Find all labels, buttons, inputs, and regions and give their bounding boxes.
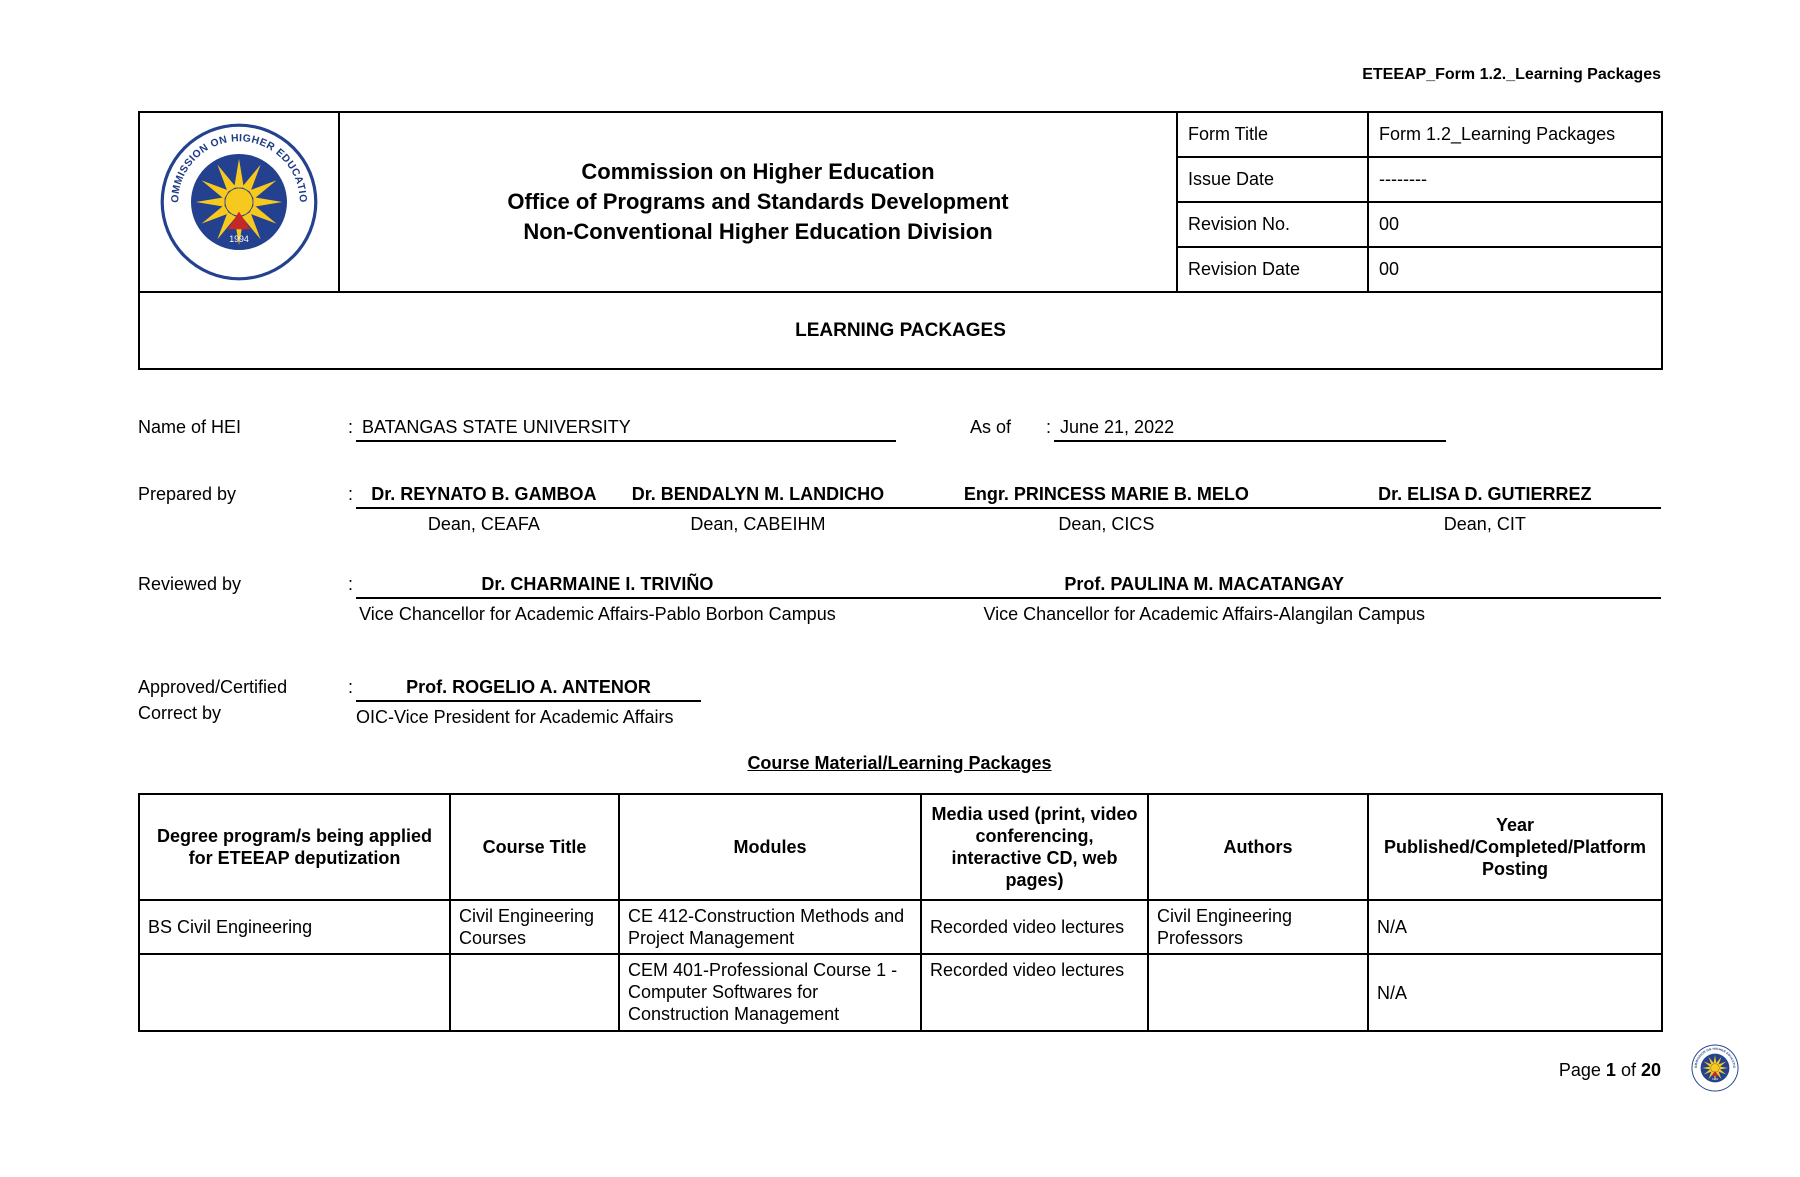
approved-by-title: OIC-Vice President for Academic Affairs: [356, 707, 674, 727]
org-cell: [339, 112, 1177, 292]
revision-date-label: Revision Date: [1177, 247, 1368, 292]
org-name-line-3: Non-Conventional Higher Education Division: [523, 219, 993, 244]
preparer-name: Dr. BENDALYN M. LANDICHO: [631, 484, 885, 504]
reviewer-title: Vice Chancellor for Academic Affairs-Pablo Borbon Campus: [359, 604, 836, 624]
form-title-value: Form 1.2_Learning Packages: [1368, 112, 1662, 157]
section-title: Course Material/Learning Packages: [747, 753, 1052, 773]
cell-media-used: Recorded video lectures: [921, 900, 1148, 954]
course-table-header-row: [139, 794, 1662, 900]
cell-degree-program: BS Civil Engineering: [139, 900, 450, 954]
issue-date-value: --------: [1368, 157, 1662, 202]
cell-course-title: Civil Engineering Courses: [450, 900, 619, 954]
ched-seal-logo: [159, 122, 319, 282]
colon: :: [348, 574, 354, 594]
revision-no-value: 00: [1368, 202, 1662, 247]
column-header-course-title: Course Title: [450, 794, 619, 900]
cell-modules: CEM 401-Professional Course 1 - Computer Softwares for Construction Management: [619, 954, 921, 1031]
reviewed-by-titles-row: [356, 603, 1661, 625]
approved-by-name: Prof. ROGELIO A. ANTENOR: [356, 674, 701, 702]
name-of-hei-label: Name of HEI: [138, 417, 242, 437]
preparer-title: Dean, CIT: [1443, 514, 1526, 534]
reviewed-by-label: Reviewed by: [138, 574, 242, 594]
form-title-label: Form Title: [1177, 112, 1368, 157]
prepared-by-row: [138, 481, 1661, 509]
prepared-by-titles-row: [356, 513, 1661, 535]
approved-by-label-line-2: Correct by: [138, 703, 222, 723]
column-header-modules: Modules: [619, 794, 921, 900]
table-row: [139, 900, 1662, 954]
preparer-title: Dean, CICS: [1058, 514, 1155, 534]
preparer-name: Dr. REYNATO B. GAMBOA: [371, 484, 597, 504]
total-pages: 20: [1640, 1060, 1661, 1080]
colon: :: [348, 677, 354, 697]
footer-ched-seal-logo: [1691, 1044, 1739, 1092]
page-word: Page: [1558, 1060, 1601, 1080]
cell-course-title: [450, 954, 619, 1031]
header-table: [138, 111, 1663, 370]
as-of-label: As of: [970, 417, 1012, 437]
reviewer-name: Dr. CHARMAINE I. TRIVIÑO: [481, 574, 714, 594]
page-number: 1: [1605, 1060, 1616, 1080]
cell-year-published: N/A: [1368, 954, 1662, 1031]
cell-year-published: N/A: [1368, 900, 1662, 954]
column-header-degree-program: Degree program/s being applied for ETEEAP deputization: [139, 794, 450, 900]
footer-logo-wrap: [1691, 1044, 1739, 1097]
name-of-hei-value: BATANGAS STATE UNIVERSITY: [356, 414, 896, 442]
preparer-name: Dr. ELISA D. GUTIERREZ: [1378, 484, 1592, 504]
revision-date-value: 00: [1368, 247, 1662, 292]
cell-media-used: Recorded video lectures: [921, 954, 1148, 1031]
column-header-year-published: Year Published/Completed/Platform Posting: [1368, 794, 1662, 900]
preparer-name: Engr. PRINCESS MARIE B. MELO: [963, 484, 1249, 504]
logo-cell: [139, 112, 339, 292]
reviewer-title: Vice Chancellor for Academic Affairs-Alangilan Campus: [983, 604, 1426, 624]
document-title: LEARNING PACKAGES: [139, 292, 1662, 369]
cell-modules: CE 412-Construction Methods and Project Management: [619, 900, 921, 954]
cell-authors: Civil Engineering Professors: [1148, 900, 1368, 954]
preparer-title: Dean, CABEIHM: [690, 514, 826, 534]
preparer-title: Dean, CEAFA: [427, 514, 540, 534]
reviewed-by-names-line: [356, 571, 1661, 599]
org-name-line-2: Office of Programs and Standards Development: [507, 189, 1009, 214]
hei-row: [138, 414, 1661, 442]
as-of-value: June 21, 2022: [1054, 414, 1446, 442]
of-word: of: [1620, 1060, 1636, 1080]
org-name-line-1: Commission on Higher Education: [581, 159, 935, 184]
revision-no-label: Revision No.: [1177, 202, 1368, 247]
column-header-authors: Authors: [1148, 794, 1368, 900]
column-header-media-used: Media used (print, video conferencing, interactive CD, web pages): [921, 794, 1148, 900]
form-code-label: ETEEAP_Form 1.2._Learning Packages: [1362, 66, 1661, 83]
approved-by-label-line-1: Approved/Certified: [138, 677, 288, 697]
table-row: [139, 954, 1662, 1031]
reviewed-by-row: [138, 571, 1661, 599]
colon: :: [1046, 417, 1052, 437]
prepared-by-label: Prepared by: [138, 484, 237, 504]
page-footer: [1559, 1058, 1661, 1082]
colon: :: [348, 484, 354, 504]
issue-date-label: Issue Date: [1177, 157, 1368, 202]
colon: :: [348, 417, 354, 437]
course-table: [138, 793, 1663, 1032]
reviewer-name: Prof. PAULINA M. MACATANGAY: [1064, 574, 1345, 594]
approved-by-row: [138, 674, 1661, 728]
cell-degree-program: [139, 954, 450, 1031]
cell-authors: [1148, 954, 1368, 1031]
prepared-by-names-line: [356, 481, 1661, 509]
